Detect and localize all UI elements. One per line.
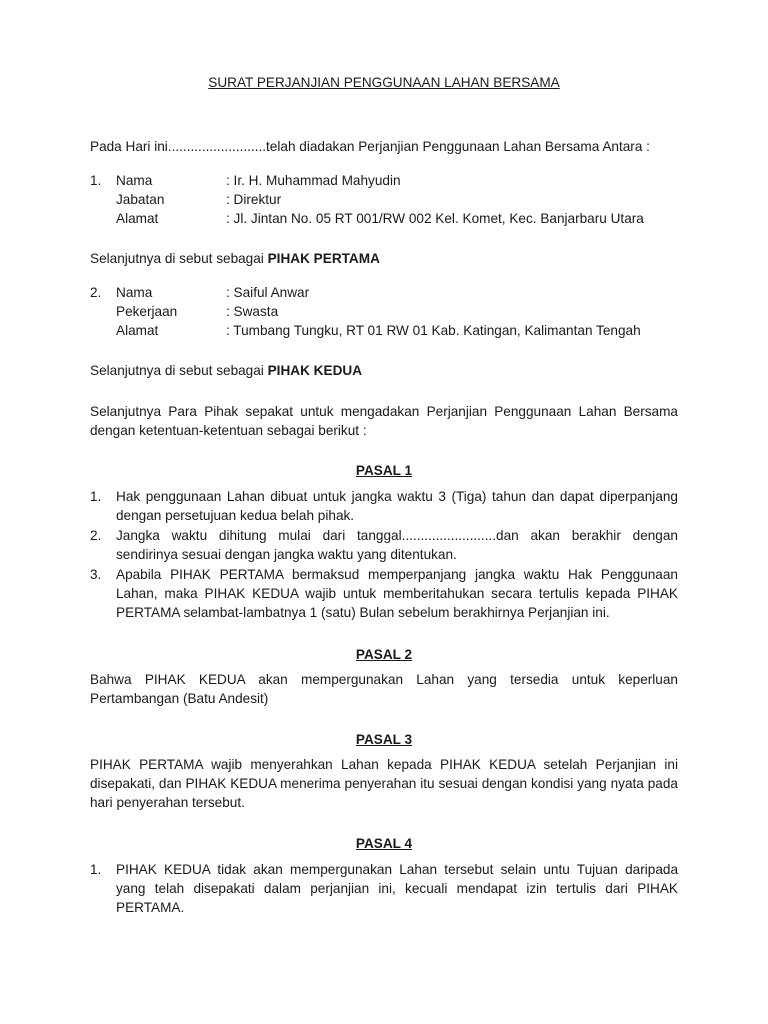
agreement-line: dengan ketentuan-ketentuan sebagai berikut : (90, 423, 367, 438)
party2-number: 2. (90, 285, 102, 300)
pasal1-heading: PASAL 1 (355, 463, 413, 478)
pasal3-paragraph (90, 755, 678, 812)
text-line: Pertambangan (Batu Andesit) (90, 691, 269, 706)
party2-occupation-value: : Swasta (226, 304, 279, 319)
party2-designation-line (90, 361, 362, 380)
intro-line: Pada Hari ini..........................telah diadakan Perjanjian Penggunaan Lahan Bersama Antara : (90, 139, 650, 154)
pasal1-item2-text (116, 526, 678, 564)
text-line: disepakati, dan PIHAK KEDUA menerima penyerahan itu sesuai dengan kondisi yang nyata pada (90, 776, 678, 791)
pasal1-item3-text (116, 565, 678, 622)
text-line: sendirinya sesuai dengan jangka waktu yang ditentukan. (116, 547, 457, 562)
designation-prefix: Selanjutnya di sebut sebagai (90, 251, 268, 266)
pasal1-item2-number: 2. (90, 528, 102, 543)
party2-designation: PIHAK KEDUA (267, 363, 363, 378)
pasal1-item1-text (116, 487, 678, 525)
party2-occupation-label: Pekerjaan (116, 304, 178, 319)
party1-position-value: : Direktur (226, 192, 282, 207)
text-line: PERTAMA. (116, 900, 185, 915)
text-line: yang telah disepakati dalam perjanjian ini, kecuali mendapat izin tertulis dari PIHAK (116, 881, 678, 896)
pasal1-item3-number: 3. (90, 567, 102, 582)
pasal3-heading: PASAL 3 (355, 732, 413, 747)
pasal4-item1-number: 1. (90, 862, 102, 877)
pasal1-item1-number: 1. (90, 489, 102, 504)
text-line: Lahan, maka PIHAK KEDUA wajib untuk memberitahukan secara tertulis kepada PIHAK (116, 586, 678, 601)
party2-name-value: : Saiful Anwar (226, 285, 310, 300)
pasal4-item1-text (116, 860, 678, 917)
pasal4-heading: PASAL 4 (355, 836, 413, 851)
party1-position-label: Jabatan (116, 192, 165, 207)
designation-prefix: Selanjutnya di sebut sebagai (90, 363, 268, 378)
pasal2-heading: PASAL 2 (355, 647, 413, 662)
text-line: hari penyerahan tersebut. (90, 795, 245, 810)
party2-address-label: Alamat (116, 323, 159, 338)
text-line: dengan persetujuan kedua belah pihak. (116, 508, 355, 523)
agreement-paragraph (90, 402, 678, 440)
party1-name-label: Nama (116, 173, 153, 188)
party2-name-label: Nama (116, 285, 153, 300)
pasal2-paragraph (90, 670, 678, 708)
text-line: Hak penggunaan Lahan dibuat untuk jangka waktu 3 (Tiga) tahun dan dapat diperpanjang (116, 489, 678, 504)
party1-address-label: Alamat (116, 211, 159, 226)
text-line: Apabila PIHAK PERTAMA bermaksud memperpanjang jangka waktu Hak Penggunaan (116, 567, 678, 582)
party2-address-value: : Tumbang Tungku, RT 01 RW 01 Kab. Katingan, Kalimantan Tengah (226, 323, 641, 338)
party1-designation-line (90, 249, 380, 268)
party1-number: 1. (90, 173, 102, 188)
text-line: Jangka waktu dihitung mulai dari tanggal.........................dan akan berakhir dengan (116, 528, 678, 543)
party1-address-value: : Jl. Jintan No. 05 RT 001/RW 002 Kel. Komet, Kec. Banjarbaru Utara (226, 211, 644, 226)
agreement-line: Selanjutnya Para Pihak sepakat untuk mengadakan Perjanjian Penggunaan Lahan Bersama (90, 404, 678, 419)
document-title: SURAT PERJANJIAN PENGGUNAAN LAHAN BERSAMA (208, 75, 560, 90)
party1-designation: PIHAK PERTAMA (267, 251, 380, 266)
text-line: Bahwa PIHAK KEDUA akan mempergunakan Lahan yang tersedia untuk keperluan (90, 672, 678, 687)
text-line: PERTAMA selambat-lambatnya 1 (satu) Bulan sebelum berakhirnya Perjanjian ini. (116, 605, 610, 620)
party1-name-value: : Ir. H. Muhammad Mahyudin (226, 173, 401, 188)
text-line: PIHAK PERTAMA wajib menyerahkan Lahan kepada PIHAK KEDUA setelah Perjanjian ini (90, 757, 678, 772)
text-line: PIHAK KEDUA tidak akan mempergunakan Lahan tersebut selain untu Tujuan daripada (116, 862, 678, 877)
